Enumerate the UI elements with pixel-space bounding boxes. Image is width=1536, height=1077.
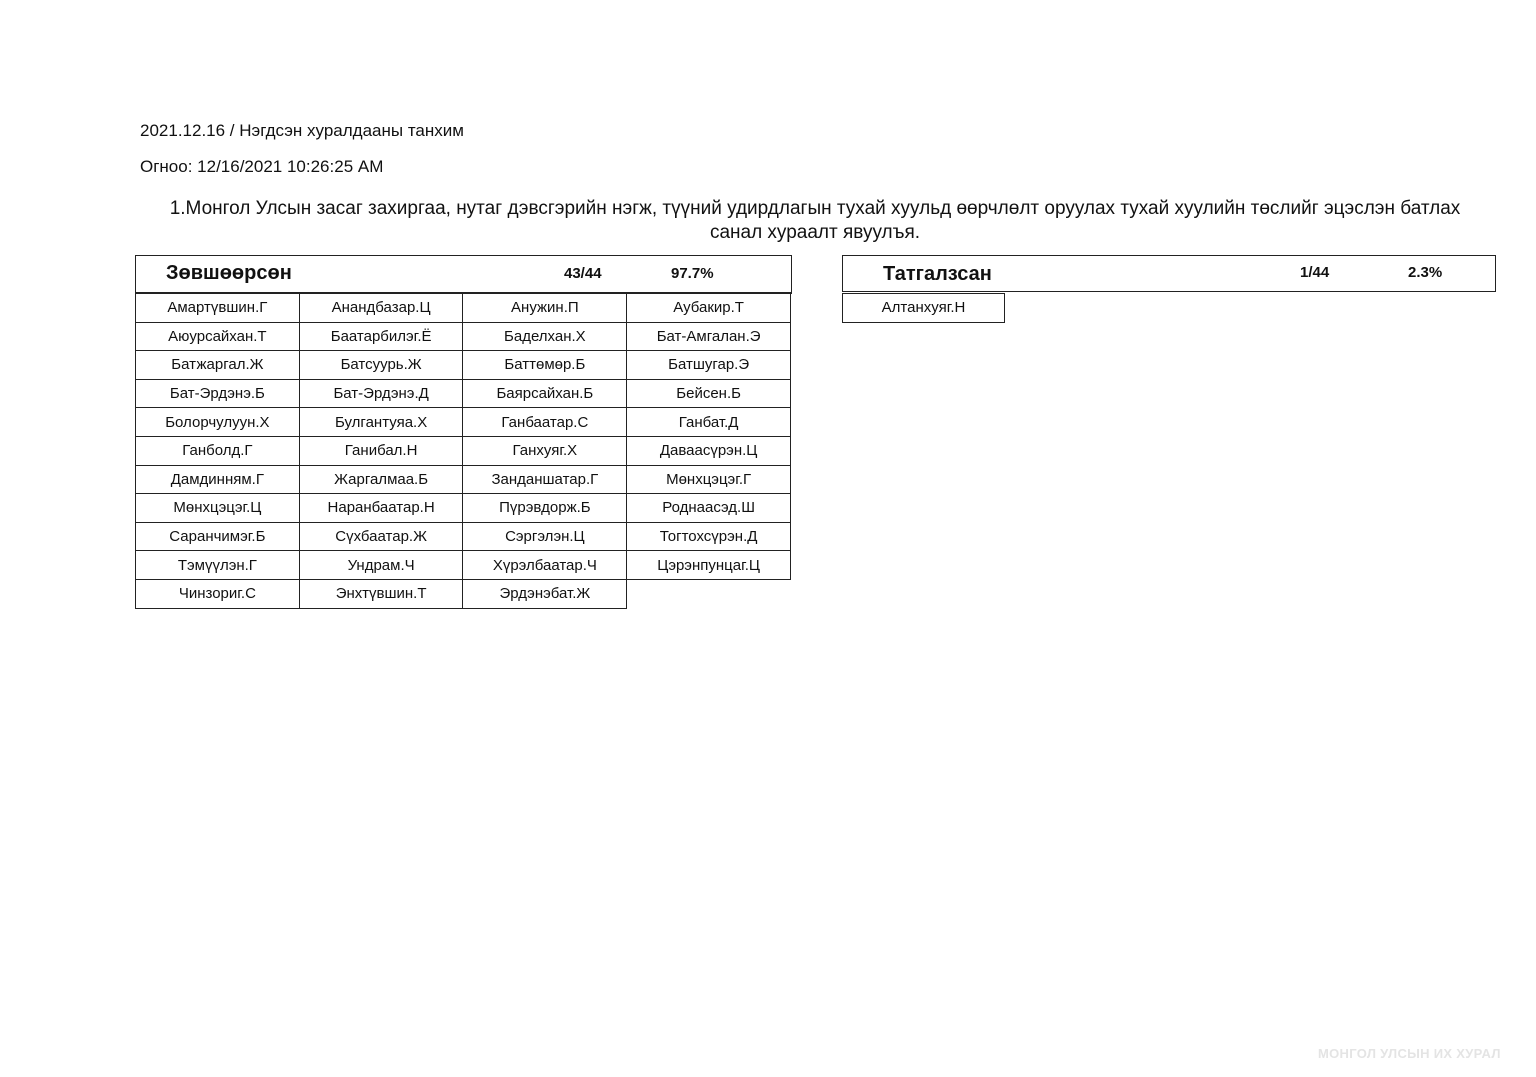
table-row bbox=[136, 436, 791, 465]
name-cell: Баттөмөр.Б bbox=[463, 351, 627, 380]
name-cell: Батсуурь.Ж bbox=[299, 351, 463, 380]
table-row bbox=[136, 294, 791, 323]
table-row bbox=[136, 494, 791, 523]
name-cell: Булгантуяа.Х bbox=[299, 408, 463, 437]
rejected-panel bbox=[842, 255, 1496, 292]
name-cell: Ганболд.Г bbox=[136, 436, 300, 465]
name-cell: Сэргэлэн.Ц bbox=[463, 522, 627, 551]
name-cell: Баделхан.Х bbox=[463, 322, 627, 351]
name-cell: Даваасүрэн.Ц bbox=[627, 436, 791, 465]
name-cell: Мөнхцэцэг.Ц bbox=[136, 494, 300, 523]
name-cell: Баатарбилэг.Ё bbox=[299, 322, 463, 351]
approved-names-table bbox=[135, 293, 791, 609]
name-cell: Бат-Амгалан.Э bbox=[627, 322, 791, 351]
name-cell: Тогтохсүрэн.Д bbox=[627, 522, 791, 551]
table-row bbox=[136, 551, 791, 580]
name-cell: Чинзориг.С bbox=[136, 579, 300, 608]
name-cell: Амартүвшин.Г bbox=[136, 294, 300, 323]
name-cell: Ганбаатар.С bbox=[463, 408, 627, 437]
name-cell: Жаргалмаа.Б bbox=[299, 465, 463, 494]
watermark: МОНГОЛ УЛСЫН ИХ ХУРАЛ bbox=[1318, 1046, 1501, 1061]
approved-panel bbox=[135, 255, 792, 294]
name-cell: Эрдэнэбат.Ж bbox=[463, 579, 627, 608]
approved-percent: 97.7% bbox=[671, 265, 714, 282]
name-cell: Ганхуяг.Х bbox=[463, 436, 627, 465]
name-cell: Роднаасэд.Ш bbox=[627, 494, 791, 523]
name-cell: Занданшатар.Г bbox=[463, 465, 627, 494]
name-cell: Анандбазар.Ц bbox=[299, 294, 463, 323]
name-cell: Бейсен.Б bbox=[627, 379, 791, 408]
name-cell: Дамдинням.Г bbox=[136, 465, 300, 494]
name-cell: Наранбаатар.Н bbox=[299, 494, 463, 523]
name-cell: Алтанхуяг.Н bbox=[843, 294, 1005, 323]
table-row bbox=[136, 465, 791, 494]
name-cell: Болорчулуун.Х bbox=[136, 408, 300, 437]
name-cell: Ганибал.Н bbox=[299, 436, 463, 465]
rejected-count: 1/44 bbox=[1300, 264, 1330, 281]
rejected-percent: 2.3% bbox=[1408, 264, 1443, 281]
approved-header bbox=[136, 256, 791, 293]
name-cell: Анужин.П bbox=[463, 294, 627, 323]
motion-text: 1.Монгол Улсын засаг захиргаа, нутаг дэвсгэрийн нэгж, түүний удирдлагын тухай хуульд өөрчлөлт оруулах тухай хуулийн төслийг эцэслэн батлах санал хураалт явуулъя. bbox=[169, 198, 1461, 243]
table-row bbox=[136, 522, 791, 551]
table-row bbox=[136, 408, 791, 437]
approved-count: 43/44 bbox=[564, 265, 602, 282]
table-row bbox=[136, 579, 791, 608]
date-line: Огноо: 12/16/2021 10:26:25 AM bbox=[140, 157, 384, 176]
name-cell: Цэрэнпунцаг.Ц bbox=[627, 551, 791, 580]
name-cell: Батшугар.Э bbox=[627, 351, 791, 380]
name-cell: Пүрэвдорж.Б bbox=[463, 494, 627, 523]
name-cell: Баярсайхан.Б bbox=[463, 379, 627, 408]
name-cell bbox=[627, 579, 791, 608]
table-row bbox=[136, 322, 791, 351]
name-cell: Батжаргал.Ж bbox=[136, 351, 300, 380]
name-cell: Бат-Эрдэнэ.Б bbox=[136, 379, 300, 408]
session-heading: 2021.12.16 / Нэгдсэн хуралдааны танхим bbox=[140, 121, 464, 140]
name-cell: Тэмүүлэн.Г bbox=[136, 551, 300, 580]
name-cell: Сүхбаатар.Ж bbox=[299, 522, 463, 551]
rejected-title: Татгалзсан bbox=[883, 263, 992, 285]
table-row bbox=[136, 351, 791, 380]
approved-title: Зөвшөөрсөн bbox=[166, 262, 292, 284]
rejected-header bbox=[843, 256, 1495, 291]
name-cell: Ганбат.Д bbox=[627, 408, 791, 437]
name-cell: Ундрам.Ч bbox=[299, 551, 463, 580]
name-cell: Хүрэлбаатар.Ч bbox=[463, 551, 627, 580]
name-cell: Энхтүвшин.Т bbox=[299, 579, 463, 608]
table-row bbox=[843, 294, 1005, 323]
rejected-names-table bbox=[842, 293, 1005, 323]
name-cell: Бат-Эрдэнэ.Д bbox=[299, 379, 463, 408]
table-row bbox=[136, 379, 791, 408]
name-cell: Аюурсайхан.Т bbox=[136, 322, 300, 351]
name-cell: Саранчимэг.Б bbox=[136, 522, 300, 551]
name-cell: Мөнхцэцэг.Г bbox=[627, 465, 791, 494]
name-cell: Аубакир.Т bbox=[627, 294, 791, 323]
